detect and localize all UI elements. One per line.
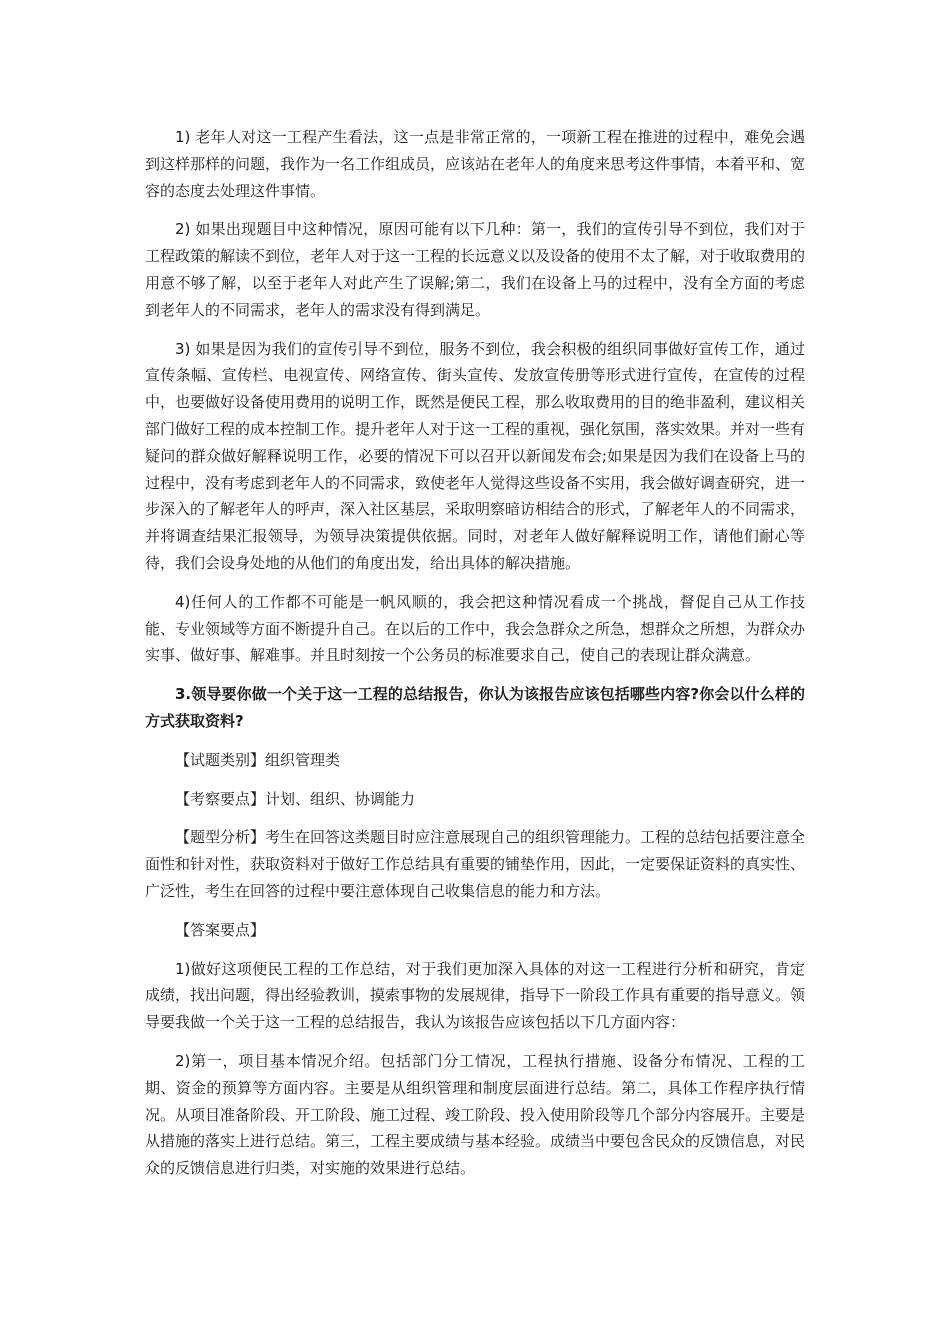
question-analysis: 【题型分析】考生在回答这类题目时应注意展现自己的组织管理能力。工程的总结包括要注意全面性和针对性，获取资料对于做好工作总结具有重要的铺垫作用，因此，一定要保证资料的真实性、广泛性，考生在回答的过程中要注意体现自己收集信息的能力和方法。 [145,828,806,900]
question-category: 【试题类别】组织管理类 [175,750,341,769]
document-body [145,124,805,1194]
answer-paragraph-2: 2) 如果出现题目中这种情况，原因可能有以下几种：第一，我们的宣传引导不到位，我们对于工程政策的解读不到位，老年人对于这一工程的长远意义以及设备的使用不太了解，对于收取费用的用意不够了解，以至于老年人对此产生了误解;第二，我们在设备上马的过程中，没有全方面的考虑到老年人的不同需求，老年人的需求没有得到满足。 [145,220,806,319]
answer-point-1: 1)做好这项便民工程的工作总结，对于我们更加深入具体的对这一工程进行分析和研究，肯定成绩，找出问题，得出经验教训，摸索事物的发展规律，指导下一阶段工作具有重要的指导意义。领导要我做一个关于这一工程的总结报告，我认为该报告应该包括以下几方面内容： [145,959,806,1032]
answer-paragraph-3: 3) 如果是因为我们的宣传引导不到位，服务不到位，我会积极的组织同事做好宣传工作，通过宣传条幅、宣传栏、电视宣传、网络宣传、街头宣传、发放宣传册等形式进行宣传，在宣传的过程中，也要做好设备使用费用的说明工作，既然是便民工程，那么收取费用的目的绝非盈利，建议相关部门做好工程的成本控制工作。提升老年人对于这一工程的重视，强化氛围，落实效果。并对一些有疑问的群众做好解释说明工作，必要的情况下可以召开以新闻发布会;如果是因为我们在设备上马的过程中，没有考虑到老年人的不同需求，致使老年人觉得这些设备不实用，我会做好调查研究，进一步深入的了解老年人的呼声，深入社区基层，采取明察暗访相结合的形式，了解老年人的不同需求，并将调查结果汇报领导，为领导决策提供依据。同时，对老年人做好解释说明工作，请他们耐心等待，我们会设身处地的从他们的角度出发，给出具体的解决措施。 [145,339,806,572]
question-heading: 3.领导要你做一个关于这一工程的总结报告，你认为该报告应该包括哪些内容?你会以什么样的方式获取资料? [145,685,805,730]
question-key-points: 【考察要点】计划、组织、协调能力 [175,789,416,808]
answer-heading: 【答案要点】 [175,920,266,939]
answer-point-2: 2)第一，项目基本情况介绍。包括部门分工情况，工程执行措施、设备分布情况、工程的工期、资金的预算等方面内容。主要是从组织管理和制度层面进行总结。第二，具体工作程序执行情况。从项目准备阶段、开工阶段、施工过程、竣工阶段、投入使用阶段等几个部分内容展开。主要是从措施的落实上进行总结。第三，工程主要成绩与基本经验。成绩当中要包含民众的反馈信息，对民众的反馈信息进行归类，对实施的效果进行总结。 [145,1051,806,1178]
answer-paragraph-4: 4)任何人的工作都不可能是一帆风顺的，我会把这种情况看成一个挑战，督促自己从工作技能、专业领域等方面不断提升自己。在以后的工作中，我会急群众之所急，想群众之所想，为群众办实事、做好事、解难事。并且时刻按一个公务员的标准要求自己，使自己的表现让群众满意。 [145,592,806,665]
answer-paragraph-1: 1) 老年人对这一工程产生看法，这一点是非常正常的，一项新工程在推进的过程中，难免会遇到这样那样的问题，我作为一名工作组成员，应该站在老年人的角度来思考这件事情，本着平和、宽容的态度去处理这件事情。 [145,128,806,200]
